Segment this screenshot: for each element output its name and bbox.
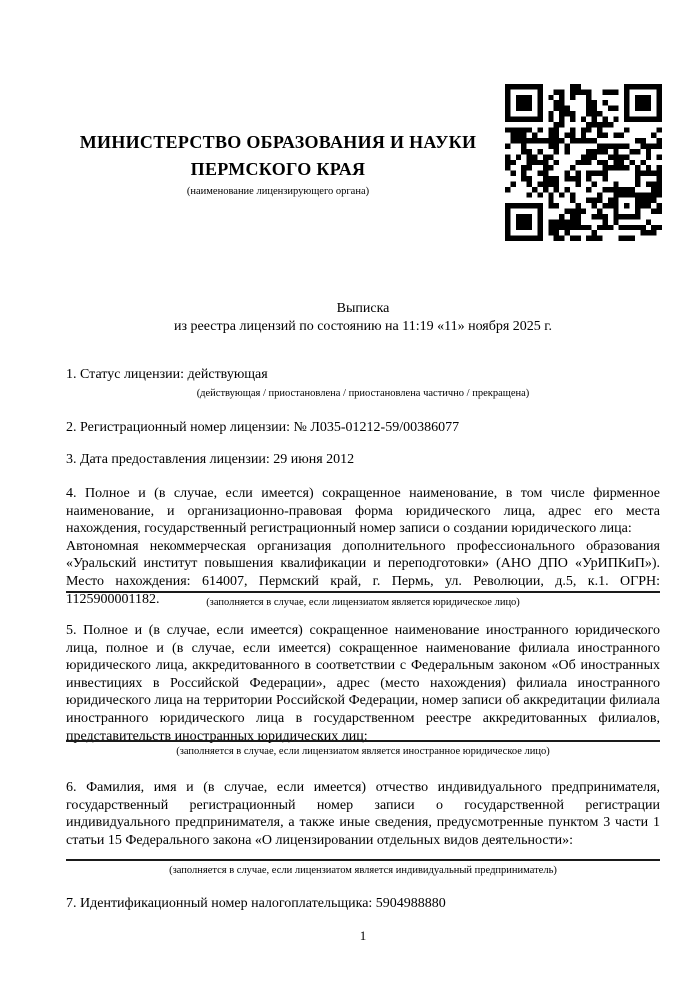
org-name-line2: ПЕРМСКОГО КРАЯ [190,159,366,179]
item-1-license-status: 1. Статус лицензии: действующая [66,367,268,382]
org-name-line1: МИНИСТЕРСТВО ОБРАЗОВАНИЯ И НАУКИ [79,132,477,152]
org-name-caption: (наименование лицензирующего органа) [186,186,370,197]
document-title-line2: из реестра лицензий по состоянию на 11:19 «11» ноября 2025 г. [174,319,552,334]
item-5-foreign-entity: 5. Полное и (в случае, если имеется) сокращенное наименование иностранного юридического лица, полное и (в случае, если имеется) сокращенное наименование филиала иностранного юридического лица, аккредитованного в соответствии с Федеральным законом «Об иностранных инвестициях в Российской Федерации», адрес (место нахождения) филиала иностранного юридического лица на территории Российской Федерации, номер записи об аккредитации филиала иностранного юридического лица в государственном реестре аккредитованных филиалов, представительств иностранных юридических лиц: [66,623,660,744]
fill-line [66,859,660,861]
document-title [66,300,660,336]
item-4-question: 4. Полное и (в случае, если имеется) сокращенное наименование, в том числе фирменное наименование, и организационно-правовая форма юридического лица, адрес его места нахождения, государственный регистрационный номер записи о создании юридического лица: [66,486,660,537]
item-6-caption: (заполняется в случае, если лицензиатом является индивидуальный предприниматель) [169,865,557,876]
document-title-line1: Выписка [336,301,390,316]
item-7-taxpayer-id: 7. Идентификационный номер налогоплательщика: 5904988880 [66,896,446,911]
item-6-individual-entrepreneur: 6. Фамилия, имя и (в случае, если имеется) отчество индивидуального предпринимателя, государственный регистрационный номер записи о государственной регистрации индивидуального предпринимателя, а также иные сведения, предусмотренные пунктом 3 части 1 статьи 15 Федерального закона «О лицензировании отдельных видов деятельности»: [66,780,660,848]
document-body [66,0,660,989]
item-4-legal-entity [66,485,660,608]
item-1-caption: (действующая / приостановлена / приостановлена частично / прекращена) [196,388,530,399]
page-number: 1 [359,928,367,943]
item-4-answer: Автономная некоммерческая организация дополнительного профессионального образования «Уральский институт повышения квалификации и переподготовки» (АНО ДПО «УрИПКиП»). Место нахождения: 614007, Пермский край, г. Пермь, ул. Революции, д.5, к.1. ОГРН: 1125900001182. [66,538,660,607]
item-5-caption: (заполняется в случае, если лицензиатом является иностранное юридическое лицо) [176,746,550,757]
fill-line [66,591,660,593]
item-3-license-grant-date: 3. Дата предоставления лицензии: 29 июня 2012 [66,452,355,467]
fill-line [66,740,660,742]
item-4-caption: (заполняется в случае, если лицензиатом является юридическое лицо) [206,597,520,608]
item-2-registration-number: 2. Регистрационный номер лицензии: № Л035-01212-59/00386077 [66,420,460,435]
